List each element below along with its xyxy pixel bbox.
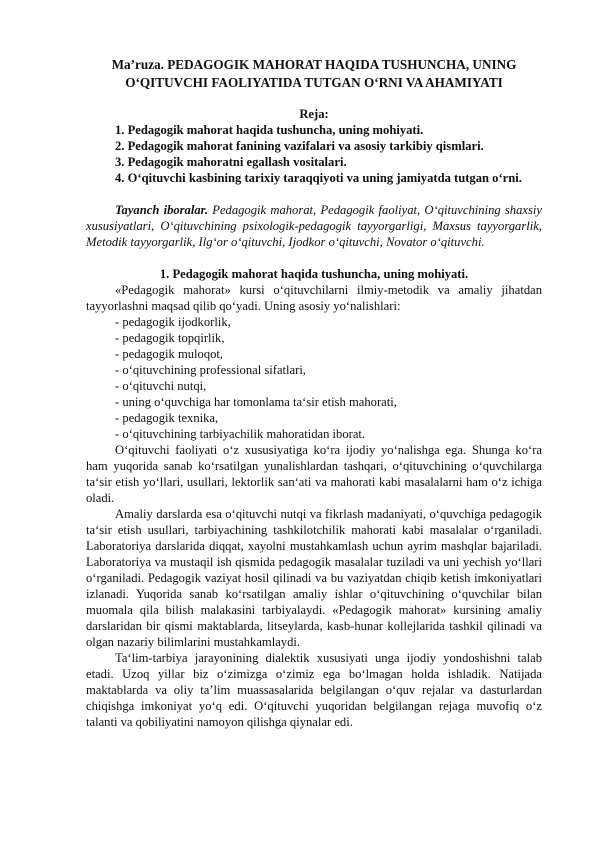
list-item: - pedagogik topqirlik, bbox=[115, 331, 225, 345]
title-line-1: Ma’ruza. PEDAGOGIK MAHORAT HAQIDA TUSHUNCHA, UNING bbox=[111, 57, 517, 72]
page-title bbox=[86, 56, 542, 92]
plan-item: 2. Pedagogik mahorat fanining vazifalari va asosiy tarkibiy qismlari. bbox=[115, 139, 484, 153]
list-item: - uning o‘quvchiga har tomonlama ta‘sir etish mahorati, bbox=[115, 395, 397, 409]
section-heading: 1. Pedagogik mahorat haqida tushuncha, uning mohiyati. bbox=[159, 267, 469, 281]
body-paragraph: Amaliy darslarda esa o‘qituvchi nutqi va fikrlash madaniyati, o‘quvchiga pedagogik ta‘sir etish usullari, tarbiyachining tashkilotchilik mahorati kabi masalalar o‘rganiladi. Laboratoriya darslarida diqqat, xayolni mustahkamlash uchun ayrim mashqlar bajariladi. Laboratoriya va mustaqil ish qismida pedagogik masalalar tuziladi va uni yechish yo‘llari o‘rganiladi. Pedagogik vaziyat hosil qilinadi va bu vaziyatdan chiqib ketish imkoniyatlari izlanadi. Yuqorida sanab ko‘rsatilgan amaliy ishlar o‘qituvchining o‘quvchilar bilan muomala qila bilish malakasini tarbiyalaydi. «Pedagogik mahorat» kursining amaliy darslaridan bir qismi maktablarda, litseylarda, kasb-hunar kollejlarida tashkil qilinadi va olgan nazariy bilimlarini mustahkamlaydi. bbox=[86, 507, 542, 649]
list-item: - pedagogik muloqot, bbox=[115, 347, 224, 361]
body-paragraph: Ta‘lim-tarbiya jarayonining dialektik xususiyati unga ijodiy yondoshishni talab etadi. Uzoq yillar biz o‘zimizga o‘zimiz ega bo‘lmagan holda ishladik. Natijada maktablarda va oliy ta’lim muassasalarida belgilangan o‘quv rejalar va dasturlardan chiqishga imkoniyat yo‘q edi. O‘qituvchi yuqoridan belgilangan rejaga muvofiq o‘z talanti va qobiliyatini namoyon qilishga qiynalar edi. bbox=[86, 651, 542, 729]
plan-heading: Reja: bbox=[299, 107, 329, 121]
keywords-lead: Tayanch iboralar. bbox=[115, 203, 209, 217]
list-item: - o‘qituvchining professional sifatlari, bbox=[115, 363, 306, 377]
list-item: - pedagogik ijodkorlik, bbox=[115, 315, 231, 329]
title-line-2: O‘QITUVCHI FAOLIYATIDA TUTGAN O‘RNI VA AHAMIYATI bbox=[125, 75, 503, 90]
plan-item: 4. O‘qituvchi kasbining tarixiy taraqqiyoti va uning jamiyatda tutgan o‘rni. bbox=[115, 171, 522, 185]
plan-item: 1. Pedagogik mahorat haqida tushuncha, uning mohiyati. bbox=[115, 123, 424, 137]
list-item: - pedagogik texnika, bbox=[115, 411, 219, 425]
plan-item: 3. Pedagogik mahoratni egallash vositalari. bbox=[115, 155, 347, 169]
keywords-text: Pedagogik mahorat, Pedagogik faoliyat, O‘qituvchining shaxsiy xususiyatlari, O‘qituvchining psixologik-pedagogik tayyorgarligi, Maxsus tayyorgarlik, Metodik tayyorgarlik, Ilg‘or o‘qituvchi, Ijodkor o‘qituvchi, Novator o‘qituvchi. bbox=[86, 203, 542, 249]
intro-paragraph: «Pedagogik mahorat» kursi o‘qituvchilarni ilmiy-metodik va amaliy jihatdan tayyorlashni maqsad qilib qo‘yadi. Uning asosiy yo‘nalishlari: bbox=[86, 283, 542, 313]
body-paragraph: O‘qituvchi faoliyati o‘z xususiyatiga ko‘ra ijodiy yo‘nalishga ega. Shunga ko‘ra ham yuqorida sanab ko‘rsatilgan yunalishlardan tashqari, o‘qituvchining o‘quvchilarga ta‘sir etish yo‘llari, usullari, lektorlik san‘ati va mahorati kabi masalalarni ham o‘z ichiga oladi. bbox=[86, 443, 542, 505]
keywords-paragraph bbox=[86, 202, 542, 250]
list-item: - o‘qituvchi nutqi, bbox=[115, 379, 207, 393]
list-item: - o‘qituvchining tarbiyachilik mahoratidan iborat. bbox=[115, 427, 366, 441]
